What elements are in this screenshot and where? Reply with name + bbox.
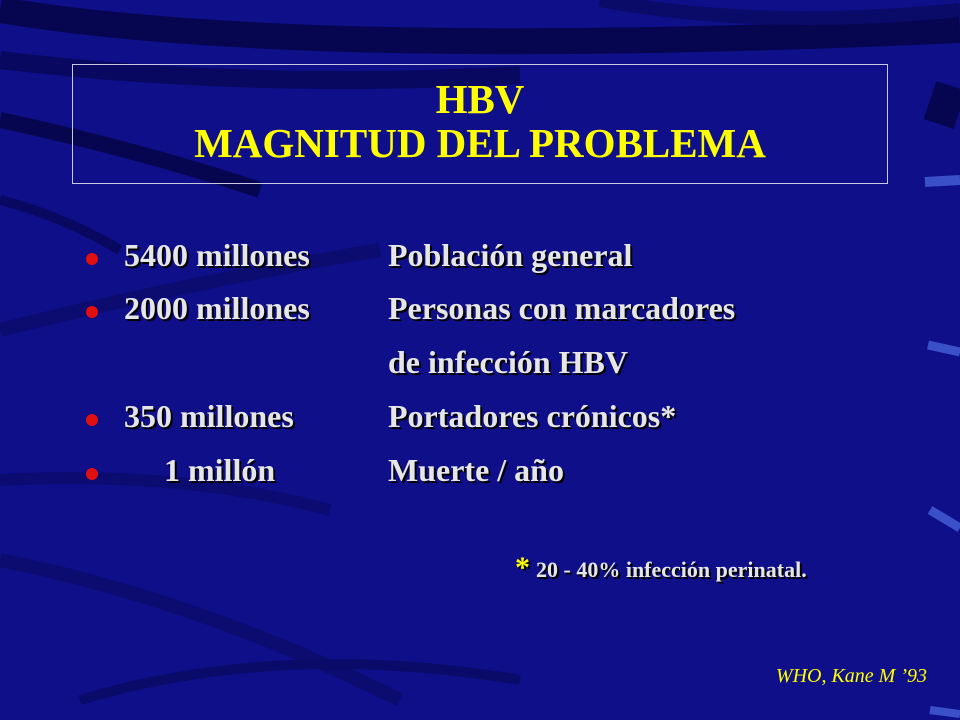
item-amount: 5400 millones (124, 237, 310, 273)
title-line-1: HBV (435, 76, 525, 122)
title-box (72, 64, 888, 184)
bullet-icon (86, 306, 98, 318)
footnote (515, 553, 807, 585)
title-line-2: MAGNITUD DEL PROBLEMA (194, 120, 766, 166)
item-description: Portadores crónicos* (388, 398, 677, 434)
item-amount: 2000 millones (124, 290, 310, 326)
item-amount: 1 millón (164, 452, 276, 488)
footnote-text: 20 - 40% infección perinatal. (536, 557, 807, 582)
item-description: Personas con marcadores (388, 290, 736, 326)
item-description: Muerte / año (388, 452, 564, 488)
source-citation: WHO, Kane M ’93 (775, 665, 927, 687)
asterisk-icon: * (515, 551, 530, 584)
item-description: de infección HBV (388, 344, 628, 380)
bullet-icon (86, 253, 98, 265)
bullet-icon (86, 468, 98, 480)
item-description: Población general (388, 237, 633, 273)
item-amount: 350 millones (124, 398, 294, 434)
bullet-icon (86, 414, 98, 426)
